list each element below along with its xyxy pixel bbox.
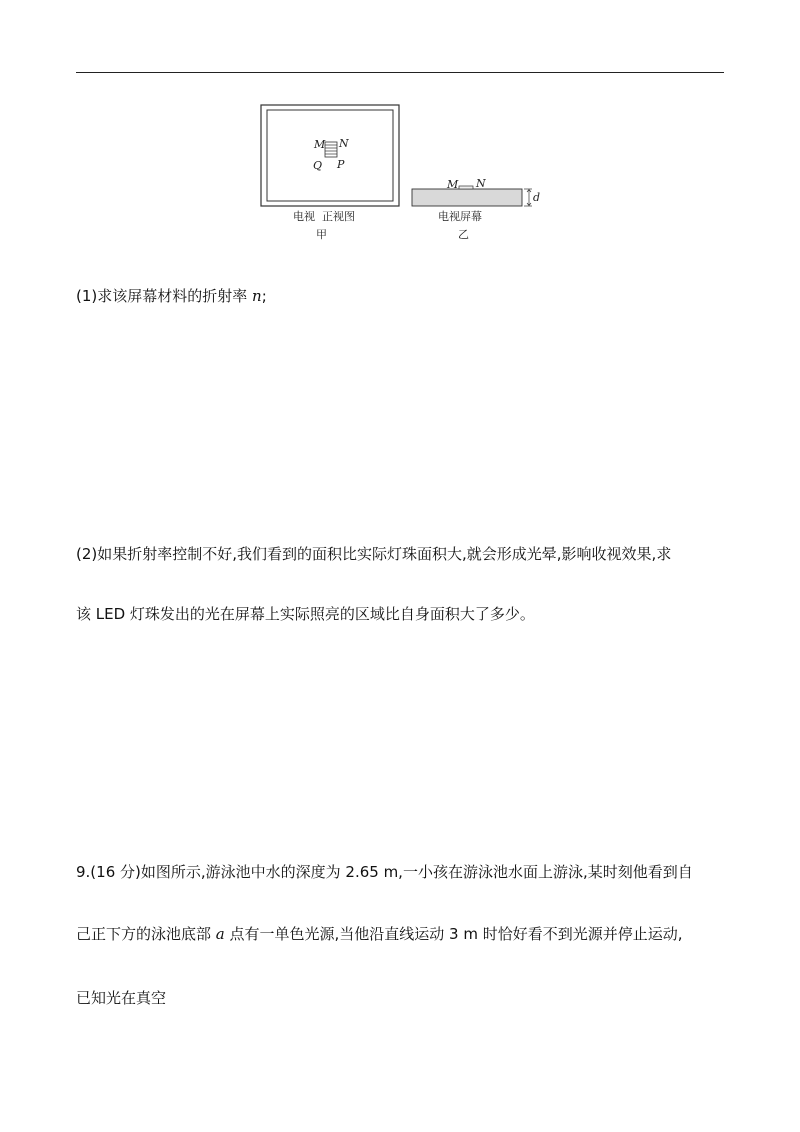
label-n-front: N	[339, 137, 349, 150]
led-chip-front	[325, 142, 337, 157]
var-n: n	[252, 287, 262, 305]
question-9-line-2	[76, 924, 736, 944]
question-2-line-1: (2)如果折射率控制不好,我们看到的面积比实际灯珠面积大,就会形成光晕,影响收视效果,求	[76, 545, 672, 563]
label-m-side: M	[447, 178, 459, 191]
question-1-suffix: ;	[261, 287, 267, 305]
caption-screen: 电视屏幕	[438, 210, 482, 223]
tv-front-view	[261, 105, 399, 241]
thickness-marker	[524, 189, 532, 206]
label-n-side: N	[476, 177, 486, 190]
label-d: d	[533, 191, 541, 204]
tv-diagram	[255, 98, 545, 248]
tv-figure	[255, 98, 545, 248]
caption-front: 电视 正视图	[293, 210, 355, 223]
tv-screen-view	[412, 177, 540, 241]
question-9-line-2-a: 己正下方的泳池底部	[76, 925, 216, 943]
question-9-line-1: 9.(16 分)如图所示,游泳池中水的深度为 2.65 m,一小孩在游泳池水面上游泳,某时刻他看到自	[76, 863, 693, 881]
label-p-front: P	[337, 158, 345, 171]
label-m-front: M	[314, 138, 326, 151]
var-a: a	[215, 925, 225, 943]
sub-front: 甲	[316, 228, 327, 241]
question-9-line-3: 已知光在真空	[76, 989, 167, 1007]
header-rule	[76, 72, 724, 73]
label-q-front: Q	[313, 159, 323, 172]
led-chip-side	[459, 186, 473, 189]
question-2-line-2: 该 LED 灯珠发出的光在屏幕上实际照亮的区域比自身面积大了多少。	[76, 605, 535, 623]
question-1	[76, 286, 736, 306]
question-9-line-2-b: 点有一单色光源,当他沿直线运动 3 m 时恰好看不到光源并停止运动,	[224, 925, 683, 943]
sub-screen: 乙	[458, 228, 469, 241]
question-1-text: (1)求该屏幕材料的折射率	[76, 287, 253, 305]
